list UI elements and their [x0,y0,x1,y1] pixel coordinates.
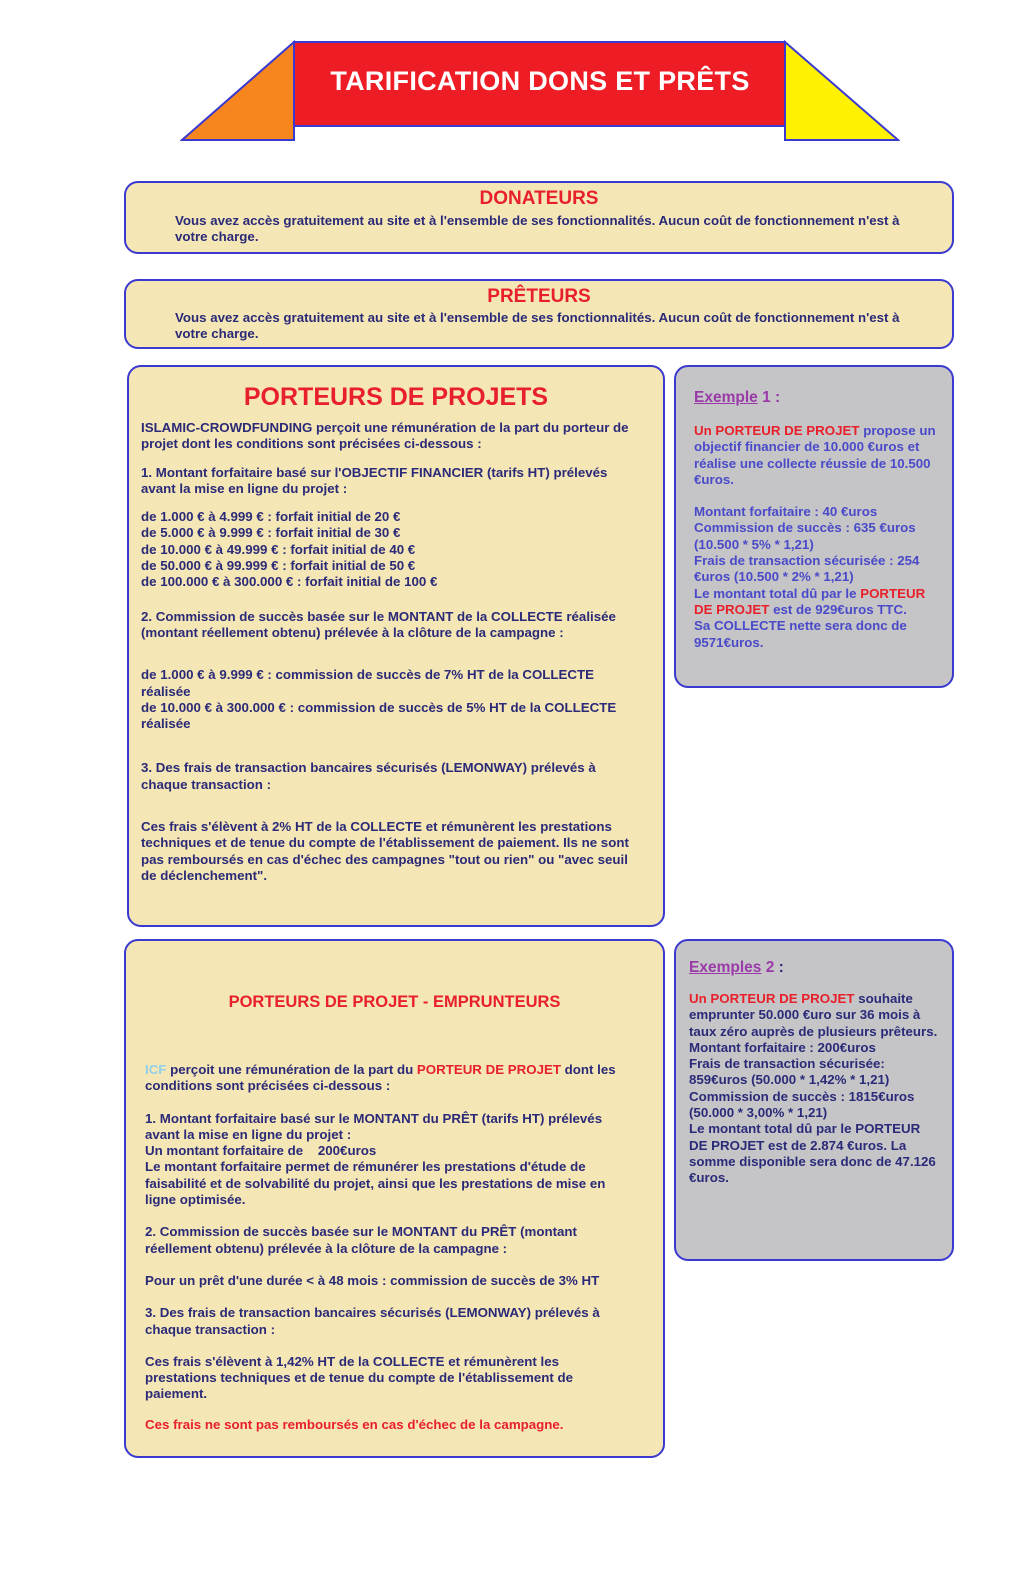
tier-item: de 5.000 € à 9.999 € : forfait initial de 30 € [141,525,401,541]
exemple-1-panel [674,365,954,688]
emprunteurs-section-1: 1. Montant forfaitaire basé sur le MONTANT du PRÊT (tarifs HT) prélevés avant la mise en ligne du projet : [145,1110,603,1142]
donateurs-text: Vous avez accès gratuitement au site et à l'ensemble de ses fonctionnalités. Aucun coût de fonctionnement n'est à votre charge. [175,213,900,245]
porteurs-commission-list [141,667,645,732]
emprunteurs-intro-text-a: perçoit une rémunération de la part du [166,1062,417,1077]
exemple-2-intro [689,991,940,1040]
exemple-2-line-1: Montant forfaitaire : 200€uros [689,1039,876,1055]
exemple-2-intro-text: souhaite emprunter 50.000 €uro sur 36 mois à taux zéro auprès de plusieurs prêteurs. [689,991,938,1039]
commission-item: de 10.000 € à 300.000 € : commission de succès de 5% HT de la COLLECTE réalisée [141,699,617,732]
emprunteurs-intro [145,1062,629,1095]
emprunteurs-body [145,1062,629,1433]
porteurs-section-2: 2. Commission de succès basée sur le MONTANT de la COLLECTE réalisée (montant réellement obtenu) prélevée à la clôture de la campagne : [141,608,616,640]
exemple-2-body [689,991,940,1187]
exemple-1-total-text-b: est de 929€uros TTC. [769,601,907,617]
emprunteurs-intro-highlight: PORTEUR DE PROJET [416,1062,561,1077]
exemple-2-label: Exemples [689,959,762,976]
emprunteurs-section-1-detail: Le montant forfaitaire permet de rémunérer les prestations d'étude de faisabilité et de solvabilité du projet, ainsi que les prestations de mise en ligne optimisée. [145,1159,606,1208]
exemple-1-intro-text: propose un objectif financier de 10.000 €uros et réalise une collecte réussie de 10.500 €uros. [694,423,936,487]
emprunteurs-section-3-detail: Ces frais s'élèvent à 1,42% HT de la COLLECTE et rémunèrent les prestations techniques et de tenue du compte de l'établissement de paiement. [145,1353,574,1402]
exemple-2-number: 2 [765,959,775,976]
exemple-1-total [694,586,940,619]
porteurs-title: PORTEURS DE PROJETS [243,383,549,411]
icf-label: ICF [145,1062,167,1077]
emprunteurs-title: PORTEURS DE PROJET - EMPRUNTEURS [228,993,561,1011]
exemple-1-number: 1 : [762,389,781,406]
porteurs-tier-list [141,509,645,590]
tier-item: de 50.000 € à 99.999 € : forfait initial de 50 € [141,558,416,574]
donateurs-panel [124,181,954,254]
exemple-1-line-3: Frais de transaction sécurisée : 254 €uros (10.500 * 2% * 1,21) [694,553,920,585]
porteurs-panel [127,365,665,927]
exemple-1-body [694,423,940,651]
tier-item: de 10.000 € à 49.999 € : forfait initial de 40 € [141,541,416,557]
exemple-1-intro-highlight: Un PORTEUR DE PROJET [694,423,860,438]
exemple-1-net: Sa COLLECTE nette sera donc de 9571€uros. [694,618,907,650]
emprunteurs-section-1-amount: Un montant forfaitaire de 200€uros [145,1143,377,1159]
exemple-2-heading [689,959,940,977]
porteurs-section-1: 1. Montant forfaitaire basé sur l'OBJECTIF FINANCIER (tarifs HT) prélevés avant la mise en ligne du projet : [141,464,608,496]
exemple-2-intro-highlight: Un PORTEUR DE PROJET [689,991,855,1006]
exemple-2-panel [674,939,954,1261]
porteurs-section-3: 3. Des frais de transaction bancaires sécurisés (LEMONWAY) prélevés à chaque transaction : [141,760,596,792]
tier-item: de 1.000 € à 4.999 € : forfait initial de 20 € [141,509,401,525]
emprunteurs-panel [124,939,665,1458]
exemple-1-line-2: Commission de succès : 635 €uros (10.500 * 5% * 1,21) [694,520,916,552]
exemple-2-line-4: Le montant total dû par le PORTEUR DE PROJET est de 2.874 €uros. La somme disponible sera donc de 47.126 €uros. [689,1121,936,1186]
tier-item: de 100.000 € à 300.000 € : forfait initial de 100 € [141,574,438,590]
commission-item: de 1.000 € à 9.999 € : commission de succès de 7% HT de la COLLECTE réalisée [141,667,595,699]
exemple-2-line-2: Frais de transaction sécurisée: 859€uros (50.000 * 1,42% * 1,21) [689,1056,890,1088]
emprunteurs-section-2: 2. Commission de succès basée sur le MONTANT du PRÊT (montant réellement obtenu) prélevée à la clôture de la campagne : [145,1224,577,1256]
page-title: TARIFICATION DONS ET PRÊTS [330,66,750,96]
porteurs-body [141,420,645,884]
porteurs-section-3-detail: Ces frais s'élèvent à 2% HT de la COLLECTE et rémunèrent les prestations techniques et de tenue du compte de l'établissement de paiement. Ils ne sont pas remboursés en cas d'échec des campagnes "tout ou rien" ou "avec seuil de déclenchement". [141,819,629,883]
title-banner [180,40,900,142]
emprunteurs-section-3: 3. Des frais de transaction bancaires sécurisés (LEMONWAY) prélevés à chaque transaction : [145,1305,600,1337]
donateurs-title: DONATEURS [479,188,599,209]
exemple-1-line-1: Montant forfaitaire : 40 €uros [694,504,878,520]
exemple-2-line-3: Commission de succès : 1815€uros (50.000 * 3,00% * 1,21) [689,1088,915,1121]
porteurs-intro: ISLAMIC-CROWDFUNDING perçoit une rémunération de la part du porteur de projet dont les conditions sont précisées ci-dessous : [141,420,629,452]
preteurs-text: Vous avez accès gratuitement au site et à l'ensemble de ses fonctionnalités. Aucun coût de fonctionnement n'est à votre charge. [175,310,900,342]
exemple-1-total-text-a: Le montant total dû par le [694,585,861,601]
emprunteurs-intro-text-b: dont les conditions sont précisées ci-dessous : [145,1062,616,1094]
exemple-1-heading [694,389,940,407]
preteurs-title: PRÊTEURS [487,286,591,307]
emprunteurs-warning: Ces frais ne sont pas remboursés en cas d'échec de la campagne. [145,1416,564,1432]
preteurs-panel [124,279,954,349]
exemple-1-intro [694,423,940,488]
exemple-1-label: Exemple [694,389,758,406]
emprunteurs-section-2-detail: Pour un prêt d'une durée < à 48 mois : commission de succès de 3% HT [145,1272,600,1288]
exemple-2-colon: : [774,959,784,976]
exemple-1-total-highlight: PORTEUR DE PROJET [694,585,926,617]
